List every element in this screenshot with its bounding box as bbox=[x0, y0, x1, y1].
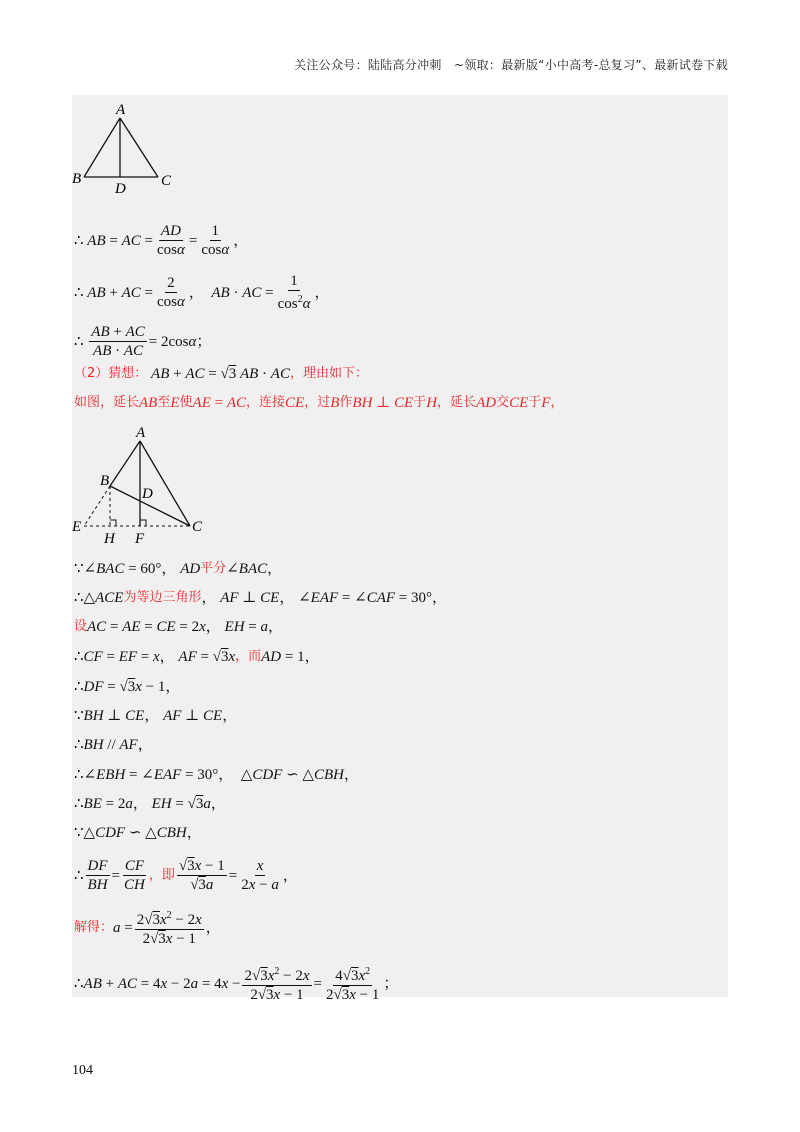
line-9: ∴ CF = EF = x ， AF = √ 3 x ，而 AD = 1， bbox=[74, 649, 320, 665]
line-15: ∵△ CDF ∽ △ CBH ， bbox=[74, 825, 202, 841]
triangle-figure-2 bbox=[72, 423, 212, 548]
line-8: 设 AC = AE = CE = 2 x ， EH = a ， bbox=[74, 619, 284, 635]
label-b: B bbox=[72, 171, 82, 187]
label-e2: E bbox=[72, 519, 82, 535]
solution-content bbox=[72, 95, 728, 1003]
line-16: ∴ $\frac{DF}{BH}$ = $\frac{CF}{CH}$ ，即 $\frac{√3x - 1}{√3a}$ = $\frac{x}{2x - a}$ ， bbox=[74, 858, 298, 893]
line-5: 如图，延长 AB 至 E 使 AE = AC ，连接 CE ，过 B 作 BH ⊥ CE 于 H ，延长 AD 交 CE 于 F ， bbox=[74, 395, 564, 411]
line-7: ∴△ ACE 为等边三角形 ， AF ⊥ CE ， ∠ EAF = ∠ CAF = 30°， bbox=[74, 590, 447, 606]
label-b2: B bbox=[100, 473, 110, 489]
line-11: ∵ BH ⊥ CE ， AF ⊥ CE ， bbox=[74, 708, 238, 724]
label-f2: F bbox=[135, 531, 145, 547]
label-c: C bbox=[161, 173, 172, 189]
line-2: ∴ AB + AC = $\frac{2}{\cos\alpha}$ ， AB · AC = $\frac{1}{\cos^2\alpha}$ ， bbox=[74, 273, 330, 312]
line-13: ∴∠ EBH = ∠ EAF = 30°， △ CDF ∽ △ CBH ， bbox=[74, 767, 359, 783]
line-6: ∵∠ BAC = 60°， AD 平分 ∠ BAC ， bbox=[74, 561, 283, 577]
line-18: ∴ AB + AC = 4 x − 2 a = 4 x − $\frac{2√3x^2 - 2x}{2√3x - 1}$ = $\frac{4√3x^2}{2√3x - 1}$ ； bbox=[74, 963, 398, 1004]
line-14: ∴ BE = 2 a ， EH = √ 3 a ， bbox=[74, 796, 226, 812]
page-number: 104 bbox=[72, 1063, 93, 1078]
line-12: ∴ BH // AF ， bbox=[74, 737, 153, 753]
page-header: 关注公众号：陆陆高分冲刺 ~领取：最新版“小中高考-总复习”、最新试卷下载 bbox=[294, 58, 728, 72]
triangle-figure-1 bbox=[72, 100, 192, 195]
label-c2: C bbox=[192, 519, 203, 535]
line-3: ∴ $\frac{AB + AC}{AB \cdot AC}$ = 2cos α ； bbox=[74, 324, 212, 359]
line-10: ∴ DF = √ 3 x − 1， bbox=[74, 679, 181, 695]
label-d2: D bbox=[142, 486, 153, 502]
line-1: ∴ AB = AC = $\frac{AD}{\cos\alpha}$ = $\frac{1}{\cos\alpha}$ ， bbox=[74, 223, 249, 258]
label-a: A bbox=[116, 102, 126, 118]
label-d: D bbox=[115, 181, 126, 195]
line-17: 解得： a = $\frac{2√3x^2 - 2x}{2√3x - 1}$ ， bbox=[74, 907, 221, 948]
label-a2: A bbox=[136, 425, 146, 441]
line-4: （2）猜想： AB + AC = √ 3 AB · AC ，理由如下： bbox=[74, 366, 368, 382]
label-h2: H bbox=[104, 531, 115, 547]
